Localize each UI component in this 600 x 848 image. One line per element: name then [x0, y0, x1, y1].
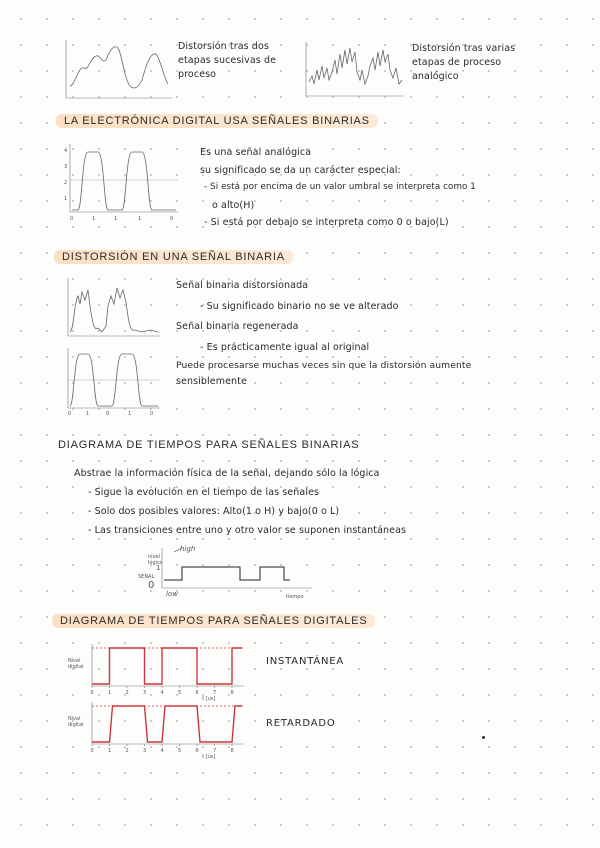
svg-text:0: 0 — [106, 411, 110, 417]
svg-text:0: 0 — [68, 411, 72, 417]
y-label: Nivel — [68, 658, 81, 664]
x-tick-label: 6 — [195, 748, 199, 754]
high-note: high — [180, 545, 196, 553]
distorted-binary-graph — [62, 276, 162, 340]
x-tick-label: 5 — [178, 690, 182, 696]
note-line: Distorsión tras dos — [178, 41, 269, 52]
svg-text:2: 2 — [64, 180, 68, 186]
y-label: digital — [68, 722, 84, 728]
note-line: etapas de proceso — [412, 57, 502, 68]
ink-dot — [482, 736, 485, 739]
note-line: o alto(H) — [212, 199, 255, 211]
note-line: - Sigue la evolución en el tiempo de las señales — [88, 487, 320, 498]
note-line: - Es prácticamente igual al original — [200, 341, 370, 353]
x-unit-label: t [us] — [202, 696, 216, 702]
note-line: Señal binaria regenerada — [176, 321, 299, 332]
binary-signal-graph — [62, 140, 180, 222]
x-tick-label: 7 — [213, 690, 217, 696]
note-line: - Las transiciones entre uno y otro valor se suponen instantáneas — [88, 525, 407, 536]
tick: 0 — [70, 216, 74, 222]
logic-level-timing-diagram — [136, 540, 314, 604]
x-tick-label: 7 — [213, 748, 217, 754]
section-heading-timing-digital: DIAGRAMA DE TIEMPOS PARA SEÑALES DIGITALES — [52, 614, 375, 628]
svg-text:1: 1 — [128, 411, 132, 417]
note-line: - Si está por encima de un valor umbral se interpreta como 1 — [204, 182, 476, 192]
note-line: etapas sucesivas de — [178, 55, 277, 66]
x-tick-label: 0 — [90, 748, 94, 754]
y-label: digital — [68, 664, 84, 670]
section1-notes — [200, 144, 476, 232]
svg-text:3: 3 — [64, 164, 68, 170]
tick: 1 — [114, 216, 118, 222]
section-heading-binary-signals: LA ELECTRÓNICA DIGITAL USA SEÑALES BINARIAS — [56, 114, 378, 128]
x-tick-label: 1 — [108, 690, 112, 696]
section-heading-binary-distortion: DISTORSIÓN EN UNA SEÑAL BINARIA — [54, 250, 293, 264]
y-label: Nivel — [68, 716, 81, 722]
tick: 0 — [170, 216, 174, 222]
svg-text:1: 1 — [64, 196, 68, 202]
note-line: Señal binaria distorsionada — [176, 280, 309, 291]
x-tick-label: 1 — [108, 748, 112, 754]
note-line: Puede procesarse muchas veces sin que la distorsión aumente — [176, 360, 472, 371]
level-label: nivel — [148, 554, 160, 560]
low-note: low — [166, 590, 178, 598]
instant-timing-chart — [66, 640, 256, 700]
time-label: tiempo — [286, 594, 304, 600]
note-line: analógico — [412, 71, 459, 82]
section-heading-timing-binary: DIAGRAMA DE TIEMPOS PARA SEÑALES BINARIAS — [58, 439, 360, 451]
note-line: proceso — [178, 69, 217, 80]
svg-text:4: 4 — [64, 148, 68, 154]
note-line: - Su significado binario no se ve alterado — [200, 300, 399, 312]
section2-notes — [176, 276, 471, 390]
note-line: sensiblemente — [176, 376, 247, 387]
x-tick-label: 2 — [125, 690, 129, 696]
note-line: su significado se da un carácter especial: — [200, 164, 401, 176]
svg-text:0: 0 — [150, 411, 154, 417]
delayed-timing-chart — [66, 698, 256, 760]
x-tick-label: 3 — [143, 748, 147, 754]
x-tick-label: 2 — [125, 748, 129, 754]
signal-trace — [92, 648, 243, 684]
distortion-many-stages-graph — [304, 40, 406, 98]
section3-notes — [74, 464, 406, 540]
zero-level: 0 — [148, 580, 155, 591]
tick: 1 — [92, 216, 96, 222]
x-tick-label: 8 — [230, 748, 234, 754]
one-level: 1 — [156, 564, 161, 572]
regenerated-binary-graph — [62, 346, 162, 416]
note-line: - Si está por debajo se interpreta como 0 o bajo(L) — [204, 217, 449, 228]
note-line: Abstrae la información física de la señal, dejando sólo la lógica — [74, 468, 380, 479]
x-tick-label: 4 — [160, 748, 164, 754]
x-tick-label: 0 — [90, 690, 94, 696]
note-line: Es una señal analógica — [200, 147, 312, 158]
tick: 1 — [138, 216, 142, 222]
label-delayed: RETARDADO — [266, 718, 336, 729]
signal-label: SEÑAL — [138, 574, 155, 580]
svg-text:1: 1 — [86, 411, 90, 417]
note-line: - Solo dos posibles valores: Alto(1 o H) y bajo(0 o L) — [88, 506, 340, 517]
level-label: lógico — [148, 560, 163, 566]
note-many-stages — [412, 42, 515, 84]
label-instant: INSTANTÁNEA — [266, 656, 345, 667]
x-unit-label: t [us] — [202, 754, 216, 760]
signal-trace — [92, 706, 243, 742]
x-tick-label: 3 — [143, 690, 147, 696]
x-tick-label: 8 — [230, 690, 234, 696]
note-two-stages — [178, 40, 276, 82]
x-tick-label: 6 — [195, 690, 199, 696]
note-line: Distorsión tras varias — [412, 43, 516, 54]
x-tick-label: 5 — [178, 748, 182, 754]
distortion-two-stages-graph — [64, 38, 174, 100]
x-tick-label: 4 — [160, 690, 164, 696]
